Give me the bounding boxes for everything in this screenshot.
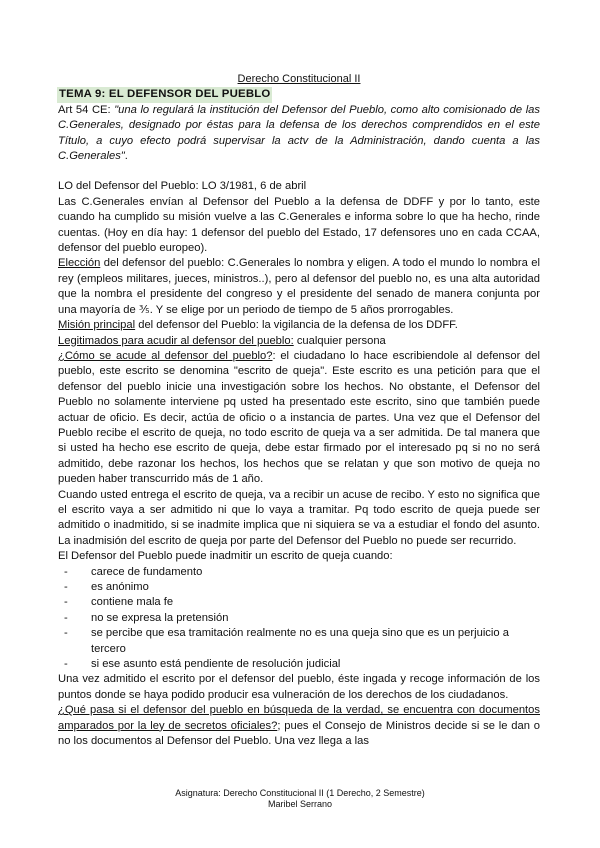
list-item: - carece de fundamento: [58, 565, 540, 580]
document-page: [58, 72, 540, 749]
entrega-paragraph: Cuando usted entrega el escrito de queja, va a recibir un acuse de recibo. Y esto no significa que el escrito vaya a ser admitido ni que lo vaya a tramitar. Pq todo escrito de queja puede ser admitido o inadmitido, si se inadmite implica que ni siquiera se va a estudiar el fondo del asunto. La inadmisión del escrito de queja por parte del Defensor del Pueblo no puede ser recurrido.: [58, 488, 540, 547]
list-item: - se percibe que esa tramitación realmente no es una queja sino que es un perjuicio a tercero: [58, 626, 540, 657]
art54-tail: .: [124, 150, 128, 163]
list-item: - no se expresa la pretensión: [58, 611, 540, 626]
footer-author: Maribel Serrano: [267, 799, 333, 809]
legitimados-paragraph: [58, 334, 540, 349]
secretos-paragraph: [58, 703, 540, 749]
eleccion-text: del defensor del pueblo: C.Generales lo nombra y eligen. A todo el mundo lo nombra el rey (empleos militares, jueces, ministros..), pero al defensor del pueblo no, es una alta autoridad que la nombra el presidente del congreso y el presidente del senado de manera conjunta por una mayoría de ⅗. Y se elige por un periodo de tiempo de 5 años prorrogables.: [58, 257, 540, 316]
secretos-label: ¿Qué pasa si el defensor del pueblo en búsqueda de la verdad, se encuentra con documentos amparados por la ley de secretos oficiales?: [58, 704, 540, 732]
como-paragraph: [58, 349, 540, 488]
art54-quote: "una lo regulará la institución del Defensor del Pueblo, como alto comisionado de las C.Generales, designado por éstas para la defensa de los derechos comprendidos en el este Título, a cuyo efecto podrá supervisar la actv de la Administración, dando cuenta a las C.Generales": [58, 103, 541, 163]
admitido-paragraph: Una vez admitido el escrito por el defensor del pueblo, éste ingada y recoge información de los puntos donde se haya podido producir esa vulneración de los derechos de los ciudadanos.: [58, 673, 540, 701]
mision-text: del defensor del Pueblo: la vigilancia de la defensa de los DDFF.: [135, 319, 458, 332]
eleccion-paragraph: [58, 256, 540, 318]
secretos-text: ; pues el Consejo de Ministros decide si se le dan o no los documentos al Defensor del Pueblo. Una vez llega a las: [58, 719, 540, 748]
causas-list: [58, 565, 540, 673]
art54-lead: Art 54 CE:: [58, 103, 115, 116]
document-footer: [0, 788, 600, 810]
document-header: Derecho Constitucional II: [237, 73, 361, 85]
lo-paragraph: LO del Defensor del Pueblo: LO 3/1981, 6 de abril: [58, 180, 307, 193]
legitimados-text: cualquier persona: [293, 334, 386, 347]
footer-subject: Asignatura: Derecho Constitucional II (1 Derecho, 2 Semestre): [175, 788, 425, 798]
list-item: - contiene mala fe: [58, 595, 540, 610]
mision-label: Misión principal: [58, 319, 136, 332]
spacer: [58, 164, 540, 179]
list-item: - si ese asunto está pendiente de resolución judicial: [58, 657, 540, 672]
inadmitir-paragraph: El Defensor del Pueblo puede inadmitir un escrito de queja cuando:: [58, 550, 393, 563]
mision-paragraph: [58, 318, 540, 333]
topic-title: TEMA 9: EL DEFENSOR DEL PUEBLO: [57, 87, 272, 102]
legitimados-label: Legitimados para acudir al defensor del pueblo:: [58, 334, 294, 347]
como-label: ¿Cómo se acude al defensor del pueblo?: [58, 349, 273, 362]
list-item: - es anónimo: [58, 580, 540, 595]
cgenerales-paragraph: Las C.Generales envían al Defensor del Pueblo a la defensa de DDFF y por lo tanto, este cuando ha cumplido su misión vuelve a las C.Generales e informa sobre lo que ha hecho, rinde cuentas. (Hoy en día hay: 1 defensor del pueblo del Estado, 17 defensores uno en cada CCAA, defensor del pueblo europeo).: [58, 195, 540, 255]
art54-paragraph: [58, 103, 540, 165]
como-text: : el ciudadano lo hace escribiendole al defensor del pueblo, este escrito se denomina "escrito de queja". Este escrito es una petición para que el defensor del pueblo inicie una investigación sobre los hechos. No obstante, el Defensor del Pueblo no solamente interviene pq usted ha presentado este escrito, sino que también puede actuar de oficio. Es decir, actúa de oficio o a instancia de partes. Una vez que el Defensor del Pueblo recibe el escrito de queja, no todo escrito de queja va a ser admitida. De tal manera que si usted ha hecho ese escrito de queja, debe estar firmado por el interesado pq si no no será admitido, debe razonar los hechos, los hechos que se relatan y que son motivo de queja no pueden haber transcurrido más de 1 año.: [58, 349, 540, 486]
eleccion-label: Elección: [58, 257, 101, 270]
